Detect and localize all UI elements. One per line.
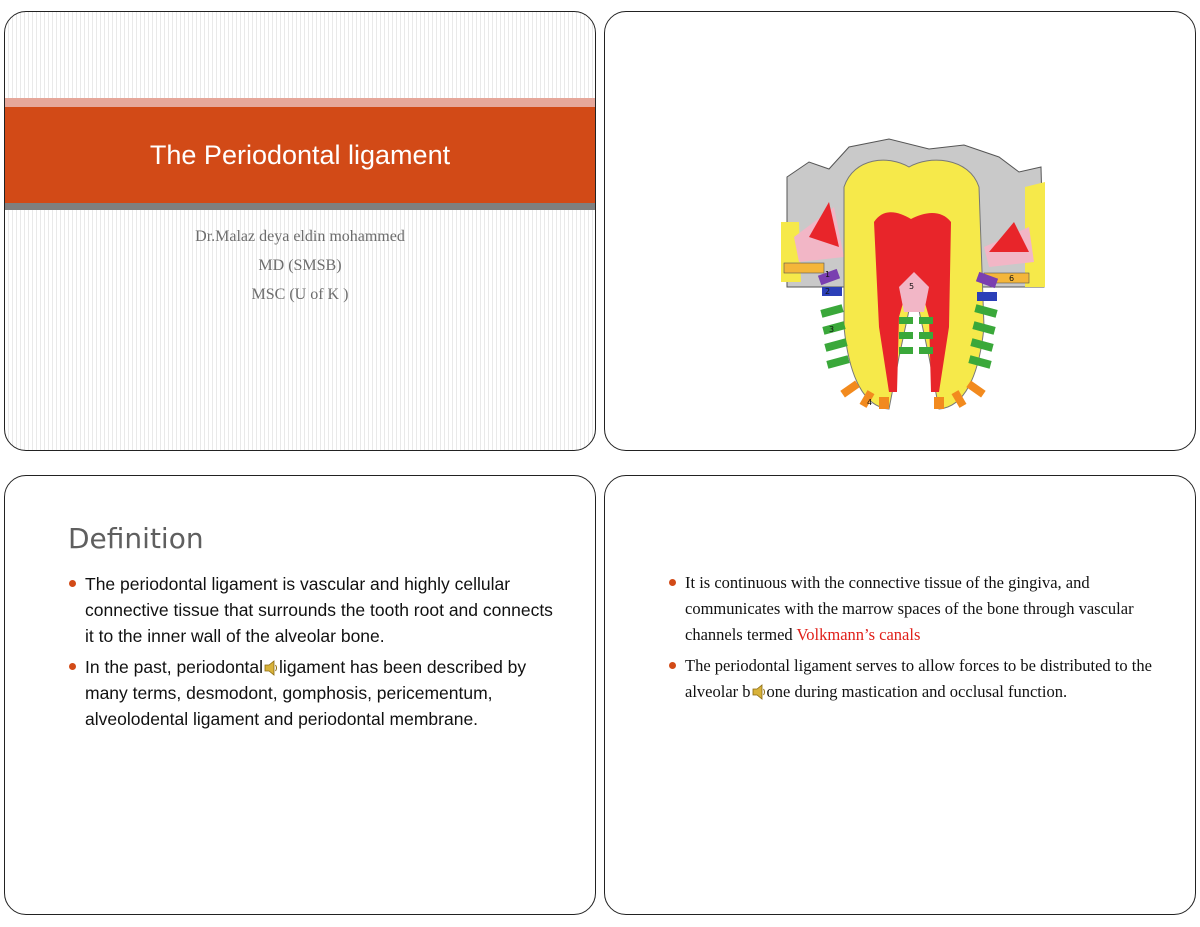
tooth-diagram [779, 127, 1047, 412]
slide-definition [4, 475, 596, 915]
bullet-icon [669, 579, 676, 586]
bullet-item [668, 570, 1168, 648]
bullet-item [68, 571, 558, 649]
diagram-label-4: 4 [867, 398, 873, 407]
bullet-text-start: The periodontal ligament serves to allow forces to be distributed to the alveolar b [685, 656, 1152, 701]
slide-heading: Definition [68, 522, 204, 555]
diagram-label-3: 3 [829, 325, 835, 334]
bullet-text-end: ligament has been described by many terms, desmodont, gomphosis, pericementum, alveolodental ligament and periodontal membrane. [85, 657, 527, 729]
bullet-text: It is continuous with the connective tissue of the gingiva, and communicates with the marrow spaces of the bone through vascular channels termed [685, 573, 1134, 644]
diagram-label-1: 1 [825, 270, 831, 279]
bullet-list [668, 570, 1168, 710]
presentation-title: The Periodontal ligament [149, 140, 451, 170]
diagram-label-5: 5 [909, 282, 915, 291]
bullet-text: The periodontal ligament is vascular and highly cellular connective tissue that surrounds the tooth root and connects it to the inner wall of the alveolar bone. [85, 574, 553, 646]
author-degree-2: MSC (U of K ) [251, 286, 349, 303]
diagram-label-2: 2 [825, 287, 831, 296]
speaker-icon[interactable] [752, 684, 766, 700]
bullet-icon [669, 662, 676, 669]
bullet-item [68, 654, 558, 732]
author-block [5, 222, 595, 309]
bullet-icon [69, 580, 76, 587]
slide-title [4, 11, 596, 451]
bullet-text-end: one during mastication and occlusal function. [766, 682, 1068, 701]
diagram-label-6: 6 [1009, 274, 1015, 283]
author-name: Dr.Malaz deya eldin mohammed [195, 228, 405, 245]
slide-diagram [604, 11, 1196, 451]
bullet-icon [69, 663, 76, 670]
bullet-list [68, 571, 558, 737]
highlight-term: Volkmann’s canals [796, 625, 921, 644]
slide-continued [604, 475, 1196, 915]
author-degree-1: MD (SMSB) [258, 257, 342, 274]
speaker-icon[interactable] [264, 660, 278, 676]
bullet-text-start: In the past, periodontal [85, 657, 264, 677]
title-band-bottom [5, 203, 595, 210]
bullet-item [668, 653, 1168, 705]
title-band-top [5, 98, 595, 107]
